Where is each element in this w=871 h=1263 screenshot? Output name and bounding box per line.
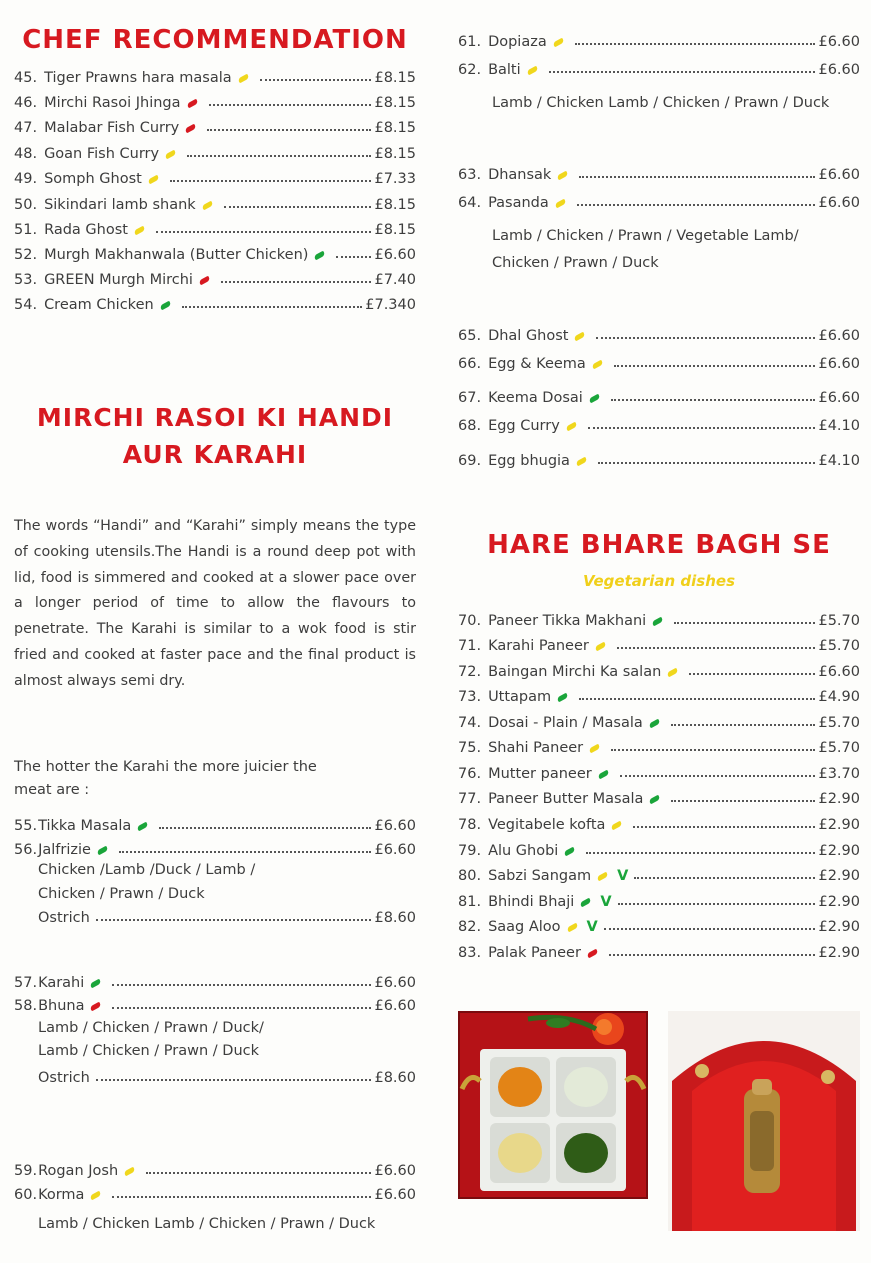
- yellow-chili-icon: [591, 360, 603, 370]
- hotter-note-line1: The hotter the Karahi the more juicier the: [14, 759, 317, 775]
- item-number: 82.: [458, 919, 482, 935]
- item-name: Vegitabele kofta: [488, 817, 606, 833]
- item-number: 68.: [458, 418, 482, 434]
- item-price: £4.10: [818, 418, 860, 434]
- dot-leader: [588, 427, 816, 429]
- item-number: 66.: [458, 356, 482, 372]
- item-price: £4.10: [818, 453, 860, 469]
- item-number: 54.: [14, 297, 38, 313]
- item-number: 69.: [458, 453, 482, 469]
- item-price: £6.60: [374, 975, 416, 991]
- item-number: 65.: [458, 328, 482, 344]
- vegetarian-heading: HARE BHARE BAGH SE: [487, 530, 831, 560]
- group-b-options-line1: Lamb / Chicken / Prawn / Vegetable Lamb/: [492, 228, 799, 244]
- dot-leader: [618, 903, 816, 905]
- menu-row: [458, 322, 860, 344]
- menu-row: [458, 862, 860, 884]
- red-chili-icon: [198, 276, 210, 286]
- menu-row: [38, 1064, 416, 1086]
- jalfrizie-options-line1: Chicken /Lamb /Duck / Lamb /: [38, 862, 256, 878]
- vegan-mark: V: [600, 894, 612, 910]
- green-chili-icon: [648, 719, 660, 729]
- item-price: £8.60: [374, 1070, 416, 1086]
- yellow-chili-icon: [597, 872, 609, 882]
- item-name: Egg & Keema: [488, 356, 586, 372]
- item-name: Shahi Paneer: [488, 740, 584, 756]
- item-name: Dosai - Plain / Masala: [488, 715, 643, 731]
- item-price: £8.60: [374, 910, 416, 926]
- yellow-chili-icon: [566, 923, 578, 933]
- menu-row: [14, 241, 416, 263]
- item-number: 64.: [458, 195, 482, 211]
- menu-row: [458, 632, 860, 654]
- hotter-note-line2: meat are :: [14, 782, 90, 798]
- dot-leader: [207, 129, 371, 131]
- red-chili-icon: [185, 124, 197, 134]
- red-chili-icon: [90, 1002, 102, 1012]
- item-name: Dhansak: [488, 167, 552, 183]
- korma-options: Lamb / Chicken Lamb / Chicken / Prawn / Duck: [38, 1216, 376, 1232]
- yellow-chili-icon: [165, 150, 177, 160]
- yellow-chili-icon: [554, 199, 566, 209]
- dot-leader: [633, 826, 815, 828]
- green-chili-icon: [137, 822, 149, 832]
- item-price: £8.15: [374, 120, 416, 136]
- handi-heading-line1: MIRCHI RASOI KI HANDI: [36, 403, 394, 432]
- menu-row: [458, 785, 860, 807]
- item-price: £2.90: [818, 791, 860, 807]
- green-chili-icon: [580, 898, 592, 908]
- item-name: Karahi Paneer: [488, 638, 589, 654]
- item-number: 45.: [14, 70, 38, 86]
- yellow-chili-icon: [201, 201, 213, 211]
- dot-leader: [609, 954, 816, 956]
- dot-leader: [182, 306, 363, 308]
- yellow-chili-icon: [565, 422, 577, 432]
- green-chili-icon: [564, 847, 576, 857]
- statue-photo: [668, 1011, 860, 1231]
- item-name: Malabar Fish Curry: [44, 120, 180, 136]
- food-platter-photo: [458, 1011, 648, 1199]
- yellow-chili-icon: [594, 642, 606, 652]
- item-name: Goan Fish Curry: [44, 146, 160, 162]
- dot-leader: [634, 877, 815, 879]
- dot-leader: [674, 622, 815, 624]
- dot-leader: [614, 365, 816, 367]
- item-name: Balti: [488, 62, 521, 78]
- menu-row: [458, 447, 860, 469]
- item-name: Karahi: [38, 975, 85, 991]
- yellow-chili-icon: [574, 332, 586, 342]
- jalfrizie-options-line2: Chicken / Prawn / Duck: [38, 886, 205, 902]
- dot-leader: [112, 1007, 371, 1009]
- item-name: Keema Dosai: [488, 390, 583, 406]
- dot-leader: [146, 1172, 371, 1174]
- green-chili-icon: [588, 394, 600, 404]
- dot-leader: [96, 919, 372, 921]
- menu-row: [14, 1157, 416, 1179]
- bhuna-options-line1: Lamb / Chicken / Prawn / Duck/: [38, 1020, 264, 1036]
- group-a-options: Lamb / Chicken Lamb / Chicken / Prawn / Duck: [492, 95, 830, 111]
- item-number: 71.: [458, 638, 482, 654]
- menu-row: [14, 266, 416, 288]
- menu-row: [458, 888, 860, 910]
- item-number: 75.: [458, 740, 482, 756]
- item-number: 77.: [458, 791, 482, 807]
- item-name: Ostrich: [38, 910, 90, 926]
- item-price: £4.90: [818, 689, 860, 705]
- item-name: Paneer Tikka Makhani: [488, 613, 647, 629]
- green-chili-icon: [90, 979, 102, 989]
- item-number: 46.: [14, 95, 38, 111]
- green-chili-icon: [159, 301, 171, 311]
- item-number: 76.: [458, 766, 482, 782]
- green-chili-icon: [96, 846, 108, 856]
- menu-row: [458, 683, 860, 705]
- item-name: Mirchi Rasoi Jhinga: [44, 95, 181, 111]
- item-number: 48.: [14, 146, 38, 162]
- menu-row: [14, 216, 416, 238]
- dot-leader: [221, 281, 372, 283]
- menu-row: [14, 836, 416, 858]
- item-price: £6.60: [374, 1187, 416, 1203]
- item-name: Bhindi Bhaji: [488, 894, 575, 910]
- item-name: Murgh Makhanwala (Butter Chicken): [44, 247, 309, 263]
- yellow-chili-icon: [611, 821, 623, 831]
- menu-row: [14, 64, 416, 86]
- item-price: £2.90: [818, 919, 860, 935]
- menu-row: [458, 384, 860, 406]
- item-name: Palak Paneer: [488, 945, 581, 961]
- green-chili-icon: [649, 795, 661, 805]
- item-name: Alu Ghobi: [488, 843, 559, 859]
- item-name: Bhuna: [38, 998, 85, 1014]
- item-name: Mutter paneer: [488, 766, 592, 782]
- green-chili-icon: [597, 770, 609, 780]
- menu-row: [458, 760, 860, 782]
- item-price: £6.60: [818, 356, 860, 372]
- item-price: £2.90: [818, 945, 860, 961]
- item-number: 52.: [14, 247, 38, 263]
- item-price: £5.70: [818, 638, 860, 654]
- dot-leader: [260, 79, 372, 81]
- red-chili-icon: [186, 99, 198, 109]
- item-price: £8.15: [374, 95, 416, 111]
- item-price: £6.60: [818, 390, 860, 406]
- yellow-chili-icon: [667, 668, 679, 678]
- item-name: Somph Ghost: [44, 171, 142, 187]
- item-number: 63.: [458, 167, 482, 183]
- yellow-chili-icon: [589, 744, 601, 754]
- menu-row: [14, 191, 416, 213]
- dot-leader: [170, 180, 372, 182]
- red-chili-icon: [586, 949, 598, 959]
- item-number: 50.: [14, 197, 38, 213]
- dot-leader: [159, 827, 371, 829]
- item-price: £2.90: [818, 868, 860, 884]
- item-name: Saag Aloo: [488, 919, 561, 935]
- item-price: £6.60: [374, 247, 416, 263]
- menu-row: [458, 56, 860, 78]
- menu-row: [458, 189, 860, 211]
- item-number: 56.: [14, 842, 38, 858]
- menu-row: [14, 992, 416, 1014]
- item-name: Baingan Mirchi Ka salan: [488, 664, 662, 680]
- dot-leader: [596, 337, 815, 339]
- menu-row: [14, 291, 416, 313]
- yellow-chili-icon: [90, 1191, 102, 1201]
- item-number: 74.: [458, 715, 482, 731]
- menu-row: [458, 607, 860, 629]
- dot-leader: [577, 204, 816, 206]
- menu-row: [458, 837, 860, 859]
- yellow-chili-icon: [124, 1167, 136, 1177]
- dot-leader: [689, 673, 815, 675]
- menu-row: [458, 811, 860, 833]
- dot-leader: [187, 155, 371, 157]
- item-number: 79.: [458, 843, 482, 859]
- dot-leader: [549, 71, 816, 73]
- item-price: £2.90: [818, 894, 860, 910]
- menu-row: [458, 412, 860, 434]
- item-number: 62.: [458, 62, 482, 78]
- dot-leader: [620, 775, 816, 777]
- item-name: Tikka Masala: [38, 818, 132, 834]
- yellow-chili-icon: [557, 171, 569, 181]
- item-number: 49.: [14, 171, 38, 187]
- item-number: 53.: [14, 272, 38, 288]
- item-price: £5.70: [818, 613, 860, 629]
- item-price: £6.60: [374, 842, 416, 858]
- item-name: Rogan Josh: [38, 1163, 119, 1179]
- dot-leader: [96, 1079, 372, 1081]
- handi-karahi-description: The words “Handi” and “Karahi” simply means the type of cooking utensils.The Handi is a round deep pot with lid, food is simmered and cooked at a slower pace over a longer period of time to allow the flavours to penetrate. The Karahi is similar to a wok food is stir fried and cooked at faster pace and the final product is almost always semi dry.: [14, 518, 416, 689]
- dot-leader: [209, 104, 372, 106]
- item-number: 70.: [458, 613, 482, 629]
- yellow-chili-icon: [147, 175, 159, 185]
- yellow-chili-icon: [526, 66, 538, 76]
- item-price: £7.340: [365, 297, 416, 313]
- item-number: 57.: [14, 975, 38, 991]
- item-number: 60.: [14, 1187, 38, 1203]
- item-price: £8.15: [374, 146, 416, 162]
- menu-row: [14, 1181, 416, 1203]
- item-name: Uttapam: [488, 689, 552, 705]
- dot-leader: [119, 851, 372, 853]
- item-name: Jalfrizie: [38, 842, 91, 858]
- item-number: 80.: [458, 868, 482, 884]
- item-price: £6.60: [374, 818, 416, 834]
- menu-row: [14, 969, 416, 991]
- dot-leader: [156, 231, 372, 233]
- menu-row: [14, 114, 416, 136]
- menu-row: [14, 140, 416, 162]
- item-price: £7.40: [374, 272, 416, 288]
- item-price: £6.60: [818, 167, 860, 183]
- item-name: Paneer Butter Masala: [488, 791, 644, 807]
- dot-leader: [575, 43, 816, 45]
- item-price: £6.60: [818, 664, 860, 680]
- item-number: 72.: [458, 664, 482, 680]
- item-price: £3.70: [818, 766, 860, 782]
- menu-row: [458, 734, 860, 756]
- dot-leader: [671, 800, 815, 802]
- item-number: 47.: [14, 120, 38, 136]
- item-price: £6.60: [374, 1163, 416, 1179]
- item-number: 83.: [458, 945, 482, 961]
- item-name: Egg Curry: [488, 418, 560, 434]
- item-number: 78.: [458, 817, 482, 833]
- handi-heading-line2: AUR KARAHI: [122, 440, 308, 469]
- yellow-chili-icon: [237, 74, 249, 84]
- vegetarian-subheading: Vegetarian dishes: [582, 572, 736, 590]
- item-price: £6.60: [818, 62, 860, 78]
- item-name: Sabzi Sangam: [488, 868, 592, 884]
- item-name: Tiger Prawns hara masala: [44, 70, 232, 86]
- item-price: £8.15: [374, 197, 416, 213]
- bhuna-options-line2: Lamb / Chicken / Prawn / Duck: [38, 1043, 260, 1059]
- item-name: Cream Chicken: [44, 297, 154, 313]
- menu-row: [458, 658, 860, 680]
- group-b-options-line2: Chicken / Prawn / Duck: [492, 255, 659, 271]
- item-number: 61.: [458, 34, 482, 50]
- item-number: 59.: [14, 1163, 38, 1179]
- green-chili-icon: [557, 693, 569, 703]
- green-chili-icon: [314, 251, 326, 261]
- yellow-chili-icon: [575, 457, 587, 467]
- item-price: £7.33: [374, 171, 416, 187]
- dot-leader: [598, 462, 816, 464]
- item-name: Pasanda: [488, 195, 549, 211]
- menu-row: [14, 165, 416, 187]
- menu-row: [458, 709, 860, 731]
- item-name: Egg bhugia: [488, 453, 570, 469]
- item-number: 58.: [14, 998, 38, 1014]
- item-price: £8.15: [374, 222, 416, 238]
- dot-leader: [604, 928, 816, 930]
- dot-leader: [112, 1196, 371, 1198]
- item-price: £6.60: [818, 328, 860, 344]
- menu-row: [458, 939, 860, 961]
- dot-leader: [586, 852, 815, 854]
- dot-leader: [336, 256, 371, 258]
- item-number: 73.: [458, 689, 482, 705]
- dot-leader: [611, 749, 815, 751]
- menu-row: [458, 350, 860, 372]
- menu-row: [458, 913, 860, 935]
- item-name: Dopiaza: [488, 34, 547, 50]
- item-name: Sikindari lamb shank: [44, 197, 196, 213]
- green-chili-icon: [652, 617, 664, 627]
- item-name: Rada Ghost: [44, 222, 128, 238]
- dot-leader: [224, 206, 372, 208]
- item-name: GREEN Murgh Mirchi: [44, 272, 193, 288]
- item-name: Dhal Ghost: [488, 328, 569, 344]
- item-price: £2.90: [818, 817, 860, 833]
- item-name: Korma: [38, 1187, 85, 1203]
- item-number: 67.: [458, 390, 482, 406]
- dot-leader: [671, 724, 816, 726]
- dot-leader: [579, 698, 815, 700]
- chef-recommendation-heading: CHEF RECOMMENDATION: [22, 25, 408, 55]
- menu-row: [14, 89, 416, 111]
- item-price: £5.70: [818, 715, 860, 731]
- menu-row: [14, 812, 416, 834]
- item-number: 55.: [14, 818, 38, 834]
- menu-row: [38, 904, 416, 926]
- vegan-mark: V: [586, 919, 598, 935]
- yellow-chili-icon: [133, 226, 145, 236]
- yellow-chili-icon: [552, 38, 564, 48]
- item-name: Ostrich: [38, 1070, 90, 1086]
- item-price: £5.70: [818, 740, 860, 756]
- menu-row: [458, 161, 860, 183]
- dot-leader: [112, 984, 371, 986]
- item-price: £6.60: [818, 34, 860, 50]
- item-price: £6.60: [818, 195, 860, 211]
- vegan-mark: V: [617, 868, 629, 884]
- item-number: 51.: [14, 222, 38, 238]
- item-price: £8.15: [374, 70, 416, 86]
- item-number: 81.: [458, 894, 482, 910]
- dot-leader: [611, 399, 816, 401]
- item-price: £2.90: [818, 843, 860, 859]
- dot-leader: [617, 647, 816, 649]
- item-price: £6.60: [374, 998, 416, 1014]
- menu-row: [458, 28, 860, 50]
- dot-leader: [579, 176, 815, 178]
